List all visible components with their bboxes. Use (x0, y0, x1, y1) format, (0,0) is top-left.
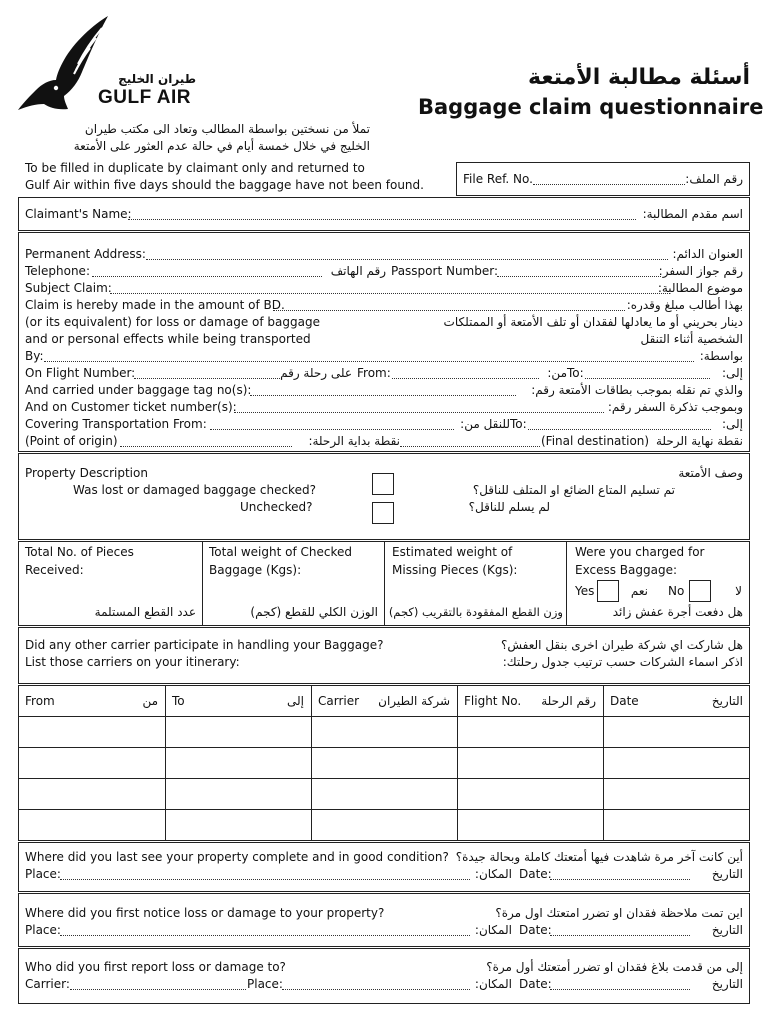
instructions-arabic-line1: تملأ من نسختين بواسطة المطالب وتعاد الى مكتب طيران (84, 122, 370, 136)
table-col-divider-4 (603, 685, 604, 841)
first-report-place-field[interactable] (282, 989, 470, 990)
first-report-date-label: Date: (519, 977, 552, 991)
last-seen-place-label-ar: المكان: (474, 867, 512, 881)
subject-claim-label-ar: موضوع المطالبة: (657, 281, 743, 295)
table-row-divider-4 (18, 809, 750, 810)
checked-weight-label: Total weight of Checked (209, 545, 352, 559)
final-destination-label-ar: نقطة نهاية الرحلة (655, 434, 743, 448)
first-notice-place-label: Place: (25, 923, 61, 937)
baggage-tag-label-ar: والذي تم نقله بموجب بطاقات الأمتعة رقم: (531, 383, 743, 397)
first-report-carrier-field[interactable] (70, 989, 246, 990)
from-field[interactable] (392, 378, 539, 379)
covering-to-label-ar: إلى: (721, 417, 743, 431)
covering-from-label-ar: للنقل من: (460, 417, 510, 431)
covering-from-field[interactable] (210, 429, 454, 430)
equivalent-text-ar: دينار بحريني أو ما يعادلها لفقدان أو تلف الأمتعة أو الممتلكات (443, 315, 743, 329)
last-seen-place-field[interactable] (60, 879, 470, 880)
first-report-place-label: Place: (247, 977, 283, 991)
to-label: To: (567, 366, 584, 380)
table-col-divider-2 (311, 685, 312, 841)
covering-to-label: To: (510, 417, 527, 431)
to-label-ar: إلى: (721, 366, 743, 380)
unchecked-checkbox[interactable] (372, 502, 394, 524)
excess-no-label: No (668, 584, 685, 598)
pieces-received-label-ar: عدد القطع المستلمة (94, 605, 196, 619)
checked-question-ar: تم تسليم المتاع الضائع او المتلف للناقل؟ (472, 483, 675, 497)
first-report-place-label-ar: المكان: (474, 977, 512, 991)
final-destination-label: (Final destination) (541, 434, 650, 448)
passport-label: Passport Number: (391, 264, 499, 278)
permanent-address-label: Permanent Address: (25, 247, 146, 261)
excess-baggage-label: Were you charged for (575, 545, 705, 559)
first-notice-question: Where did you first notice loss or damage to your property? (25, 906, 385, 920)
last-seen-question: Where did you last see your property complete and in good condition? (25, 850, 449, 864)
telephone-field[interactable] (92, 276, 322, 277)
claim-amount-label-ar: بهذا أطالب مبلغ وقدره: (626, 298, 743, 312)
excess-no-checkbox[interactable] (689, 580, 711, 602)
list-carriers-label-ar: اذكر اسماء الشركات حسب ترتيب جدول رحلتك: (502, 655, 743, 669)
property-description-label: Property Description (25, 466, 148, 480)
by-label-ar: بواسطة: (699, 349, 743, 363)
falcon-icon (16, 14, 111, 114)
missing-weight-label-2: Missing Pieces (Kgs): (392, 563, 518, 577)
first-notice-date-label-ar: التاريخ (711, 923, 743, 937)
baggage-tag-field[interactable] (250, 395, 516, 396)
table-col-divider-3 (457, 685, 458, 841)
first-report-date-label-ar: التاريخ (711, 977, 743, 991)
unchecked-question-ar: لم يسلم للناقل؟ (468, 500, 550, 514)
unchecked-question: Unchecked? (240, 500, 313, 514)
file-ref-label-ar: رقم الملف: (685, 172, 743, 186)
claim-amount-label: Claim is hereby made in the amount of BD. (25, 298, 285, 312)
equivalent-text: (or its equivalent) for loss or damage of baggage (25, 315, 320, 329)
instructions-english-line2: Gulf Air within five days should the baggage have not been found. (25, 178, 424, 192)
table-header-from: From (25, 694, 55, 708)
first-report-box (18, 948, 750, 1004)
logo-english-text: GULF AIR (98, 87, 192, 108)
first-report-carrier-label: Carrier: (25, 977, 70, 991)
table-header-flight-no: Flight No. (464, 694, 522, 708)
table-header-to-ar: إلى (287, 694, 304, 708)
checked-weight-label-2: Baggage (Kgs): (209, 563, 302, 577)
excess-yes-label: Yes (575, 584, 595, 598)
logo-arabic-text: طيران الخليج (118, 72, 196, 86)
table-header-flight-no-ar: رقم الرحلة (541, 694, 596, 708)
first-notice-place-field[interactable] (60, 935, 470, 936)
claimant-name-label-ar: اسم مقدم المطالبة: (642, 207, 743, 221)
missing-weight-label-ar: وزن القطع المفقودة بالتقريب (كجم) (388, 605, 563, 619)
covering-from-label: Covering Transportation From: (25, 417, 207, 431)
passport-label-ar: رقم جواز السفر: (658, 264, 743, 278)
permanent-address-field[interactable] (146, 259, 668, 260)
telephone-label: Telephone: (25, 264, 90, 278)
personal-effects-text-ar: الشخصية أثناء التنقل (640, 332, 743, 346)
personal-effects-text: and or personal effects while being transported (25, 332, 311, 346)
table-row-divider-1 (18, 716, 750, 717)
to-field[interactable] (585, 378, 710, 379)
table-header-date: Date (610, 694, 639, 708)
table-header-date-ar: التاريخ (711, 694, 743, 708)
other-carrier-question-ar: هل شاركت اي شركة طيران اخرى بنقل العفش؟ (500, 638, 743, 652)
baggage-tag-label: And carried under baggage tag no(s): (25, 383, 252, 397)
final-destination-field[interactable] (400, 446, 540, 447)
first-notice-place-label-ar: المكان: (474, 923, 512, 937)
other-carrier-question: Did any other carrier participate in handling your Baggage? (25, 638, 384, 652)
last-seen-question-ar: أين كانت آخر مرة شاهدت فيها أمتعتك كاملة وبحالة جيدة؟ (455, 850, 743, 864)
point-of-origin-label-ar: نقطة بداية الرحلة: (308, 434, 400, 448)
excess-baggage-label-2: Excess Baggage: (575, 563, 677, 577)
table-header-carrier-ar: شركة الطيران (378, 694, 450, 708)
first-notice-question-ar: اين تمت ملاحظة فقدان او تضرر امتعتك اول مرة؟ (495, 906, 743, 920)
last-seen-date-label-ar: التاريخ (711, 867, 743, 881)
telephone-label-ar: رقم الهاتف (330, 264, 386, 278)
ticket-number-label: And on Customer ticket number(s): (25, 400, 237, 414)
missing-weight-label: Estimated weight of (392, 545, 513, 559)
first-notice-date-label: Date: (519, 923, 552, 937)
table-row-divider-2 (18, 747, 750, 748)
permanent-address-label-ar: العنوان الدائم: (672, 247, 743, 261)
covering-to-field[interactable] (528, 429, 711, 430)
flight-number-label: On Flight Number: (25, 366, 136, 380)
excess-yes-checkbox[interactable] (597, 580, 619, 602)
excess-yes-label-ar: نعم (630, 584, 648, 598)
last-seen-date-field[interactable] (550, 879, 690, 880)
claimant-name-label: Claimant's Name: (25, 207, 132, 221)
excess-baggage-label-ar: هل دفعت أجرة عفش زائد (612, 605, 743, 619)
by-label: By: (25, 349, 44, 363)
first-report-question-ar: إلى من قدمت بلاغ فقدان او تضرر أمتعتك أول مرة؟ (486, 960, 743, 974)
from-label-ar: من: (547, 366, 567, 380)
last-seen-place-label: Place: (25, 867, 61, 881)
pieces-divider-3 (566, 541, 567, 626)
table-col-divider-1 (165, 685, 166, 841)
list-carriers-label: List those carriers on your itinerary: (25, 655, 240, 669)
checked-weight-label-ar: الوزن الكلي للقطع (كجم) (250, 605, 378, 619)
flight-number-label-ar: على رحلة رقم (280, 366, 352, 380)
title-english: Baggage claim questionnaire (418, 95, 764, 119)
ticket-number-label-ar: وبموجب تذكرة السفر رقم: (607, 400, 743, 414)
pieces-received-label-2: Received: (25, 563, 84, 577)
claim-amount-field[interactable] (273, 310, 625, 311)
gulf-air-logo (16, 14, 206, 114)
first-notice-date-field[interactable] (550, 935, 690, 936)
claimant-name-field[interactable] (128, 219, 636, 220)
point-of-origin-label: (Point of origin) (25, 434, 118, 448)
from-label: From: (357, 366, 391, 380)
subject-claim-field[interactable] (110, 293, 670, 294)
property-description-label-ar: وصف الأمتعة (678, 466, 743, 480)
table-header-to: To (172, 694, 185, 708)
excess-no-label-ar: لا (735, 584, 742, 598)
file-ref-label: File Ref. No. (463, 172, 533, 186)
by-field[interactable] (44, 361, 694, 362)
checked-checkbox[interactable] (372, 473, 394, 495)
table-header-carrier: Carrier (318, 694, 360, 708)
instructions-english-line1: To be filled in duplicate by claimant only and returned to (25, 161, 365, 175)
flight-number-field[interactable] (134, 378, 280, 379)
point-of-origin-field[interactable] (120, 446, 292, 447)
first-report-date-field[interactable] (550, 989, 690, 990)
table-header-from-ar: من (142, 694, 158, 708)
table-row-divider-3 (18, 778, 750, 779)
pieces-received-label: Total No. of Pieces (25, 545, 134, 559)
ticket-number-field[interactable] (234, 412, 604, 413)
instructions-arabic-line2: الخليج في خلال خمسة أيام في حالة عدم العثور على الأمتعة (73, 139, 370, 153)
checked-question: Was lost or damaged baggage checked? (73, 483, 316, 497)
title-arabic: أسئلة مطالبة الأمتعة (528, 65, 750, 90)
last-seen-date-label: Date: (519, 867, 552, 881)
first-report-question: Who did you first report loss or damage to? (25, 960, 286, 974)
pieces-divider-1 (202, 541, 203, 626)
subject-claim-label: Subject Claim: (25, 281, 112, 295)
